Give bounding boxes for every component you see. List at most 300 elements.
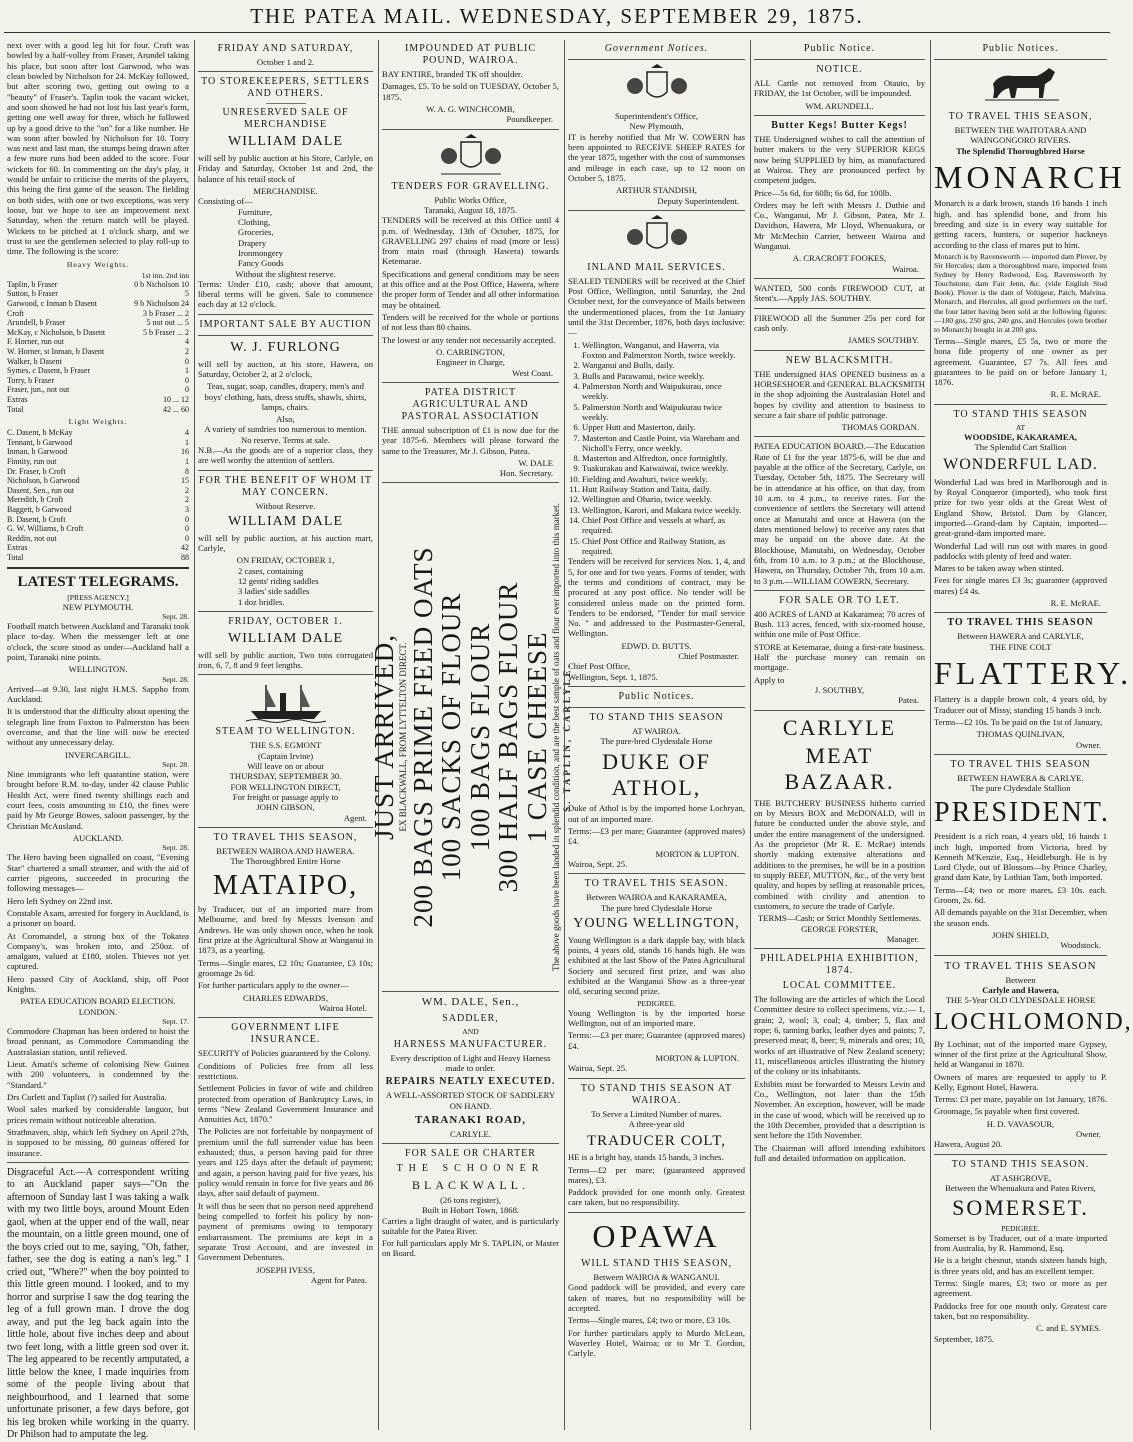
- lon-text-3: Drs Corlett and Taplist (?) sailed for Australia.: [7, 1091, 167, 1102]
- thursday: THURSDAY, SEPTEMBER 30.: [229, 771, 342, 782]
- wel-text-2: It is understood that the difficulty about opening the telegraph line from Foxton to Palmerston has been overcome, and that the line will now be erected without any unnecessary delay.: [7, 706, 189, 748]
- score-name: Walker, b Dasent: [7, 356, 62, 366]
- tons: (26 tons register),: [440, 1194, 501, 1205]
- divider: [382, 382, 559, 383]
- score-row: [7, 428, 189, 438]
- score-row: [7, 347, 189, 357]
- symes: C. and E. SYMES.: [1036, 1323, 1101, 1334]
- important-sale-heading: IMPORTANT SALE BY AUCTION: [199, 318, 372, 330]
- heavy-weights-title: Heavy Weights.: [66, 259, 130, 269]
- score-row: [7, 438, 189, 448]
- fl-between: Between HAWERA and CARLYLE,: [957, 631, 1084, 642]
- auck-text-5: Hero passed City of Auckland, ship, off Poor Knights.: [7, 973, 189, 995]
- so-at: AT ASHGROVE,: [990, 1172, 1051, 1183]
- george-forster: GEORGE FORSTER,: [801, 923, 878, 934]
- cpo: Chief Post Office,: [568, 661, 631, 672]
- saddle-item: 12 gents' riding saddles: [238, 576, 319, 587]
- carries: Carries a light draught of water, and is particularly suitable for the Patea River.: [382, 1215, 559, 1236]
- auck-text-2: Hero left Sydney on 22nd inst.: [7, 895, 113, 906]
- store: STORE at Ketemarae, doing a first-rate business. Half the purchase money can remain on mortgage.: [754, 641, 925, 673]
- firewood: FIREWOOD all the Summer 25s per cord for cash only.: [754, 312, 925, 333]
- for-sale-let: FOR SALE OR TO LET.: [779, 594, 900, 606]
- mataipo-apply: For further particulars apply to the owner—: [198, 980, 349, 991]
- score-name: Tennant, b Garwood: [7, 437, 73, 447]
- mail-route: 8. Masterton and Alfredton, once fortnightly.: [582, 453, 745, 463]
- traducer-colt: TRADUCER COLT,: [586, 1133, 726, 1150]
- public-notices-heading: Public Notices.: [618, 691, 695, 702]
- divider: [7, 1162, 189, 1163]
- athol-pure: The pure-bred Clydesdale Horse: [600, 736, 713, 747]
- athol-at: AT WAIROA.: [632, 726, 681, 736]
- wl-stand: TO STAND THIS SEASON: [953, 408, 1088, 420]
- divider: [754, 278, 925, 279]
- divider: [198, 1017, 373, 1018]
- score-value: 0: [185, 375, 189, 385]
- saddles-list: [198, 566, 373, 607]
- young-wellington: YOUNG WELLINGTON,: [573, 915, 740, 931]
- score-value: 9 b Nicholson 24: [134, 298, 189, 308]
- price: Price—5s 6d, for 60lb; 6s 6d, for 100lb.: [754, 187, 892, 198]
- lon-text-5: Strathnaven, ship, which left Sydney on April 27th, is supposed to be missing, 80 guineas offered for insurance.: [7, 1126, 189, 1158]
- cattle: ALL Cattle not removed from Otauto, by FRIDAY, the 1st October, will be impounded.: [754, 78, 925, 99]
- without-reserve-2: Without Reserve.: [255, 500, 316, 511]
- furlong-items: Teas, sugar, soap, candles, drapery, men's and boys' clothing, hats, dress stuffs, shawls, shirts, lamps, chairs.: [204, 381, 367, 412]
- score-row: [7, 534, 189, 544]
- score-value: 2: [185, 346, 189, 356]
- np-date: Sept. 28.: [162, 611, 189, 621]
- conditions: Conditions of Policies free from all less restrictions.: [198, 1060, 373, 1081]
- masthead: THE PATEA MAIL. WEDNESDAY, SEPTEMBER 29, 1875.: [250, 4, 864, 28]
- so-stand: TO STAND THIS SEASON.: [951, 1158, 1090, 1170]
- score-name: B. Dasent, b Croft: [7, 514, 66, 524]
- pr-sub: The pure Clydesdale Stallion: [970, 783, 1071, 794]
- furlong-name: W. J. FURLONG: [230, 339, 341, 355]
- score-name: Extras: [7, 543, 28, 553]
- merchandise-item: Fancy Goods: [238, 258, 284, 269]
- lon-text-4: Wool sales marked by considerable languor, but prices remain without noticeable alteration.: [7, 1104, 189, 1125]
- auck-text-3: Constable Axam, arrested for forgery in Auckland, is a prisoner on board.: [7, 907, 189, 929]
- column-5: [750, 40, 928, 1430]
- lo-places: Carlyle and Hawera,: [982, 985, 1059, 996]
- yw-terms: Terms:—£3 per mare; Guarantee (approved mares) £4.: [568, 1030, 745, 1051]
- royal-arms-icon: [431, 134, 511, 178]
- yw-between: Between WAIROA and KAKARAMEA,: [586, 892, 727, 903]
- score-row: [7, 280, 189, 290]
- pwo: Public Works Office,: [434, 194, 507, 205]
- opawa: OPAWA: [592, 1217, 721, 1254]
- divider: [568, 59, 745, 60]
- wairoa: Wairoa.: [892, 263, 919, 274]
- tenders-heading: TENDERS FOR GRAVELLING.: [391, 180, 550, 192]
- opawa-between: Between WAIROA & WANGANUI.: [593, 1272, 720, 1283]
- j-southby: J. SOUTHBY,: [814, 685, 865, 695]
- score-value: 3: [185, 504, 189, 514]
- score-name: Meredith, b Croft: [7, 495, 64, 505]
- chief-postmaster: Chief Postmaster.: [678, 651, 739, 662]
- opawa-will: WILL STAND THIS SEASON,: [580, 1258, 733, 1270]
- sealed: SEALED TENDERS will be received at the Chief Post Office, Wellington, until Saturday, the 2nd October next, for the conveyance of Mails between the undermentioned places, from the 1st January until the 31st December, 1876, both days inclusive:—: [568, 275, 745, 338]
- saddle-item: 1 doz bridles.: [238, 596, 285, 607]
- lo-travel: TO TRAVEL THIS SEASON: [944, 959, 1097, 972]
- lo-terms: Terms: £3 per mare, payable on 1st January, 1876.: [934, 1094, 1107, 1105]
- cheese-line: 1 CASE CHEESE: [520, 631, 551, 843]
- engineer: Engineer in Charge,: [436, 357, 505, 368]
- score-value: 88: [181, 552, 189, 562]
- mail-route: 15. Chief Post Office and Railway Station, as required.: [582, 536, 745, 557]
- score-value: 0: [185, 356, 189, 366]
- lon-text-1: Commodore Chapman has been ordered to hoist the broad pennant, as Commodore Commanding the Australasian station, until relieved.: [7, 1026, 189, 1057]
- divider: [568, 210, 745, 211]
- score-value: 15: [181, 476, 189, 486]
- wl-text: Wonderful Lad was bred in Marlborough and is by Royal Conqueror (imported), who took first prize for two year olds at the Great West of England Show, Bristol. Dam by Glancer, imported—Grand-dam by Captain, imported—great-grand-dam imported mare.: [934, 476, 1107, 539]
- score-name: Reddin, not out: [7, 533, 57, 543]
- divider: [198, 470, 373, 471]
- pr-terms: Terms—£4; two or more mares, £3 10s. each. Groom, 2s. 6d.: [934, 884, 1107, 906]
- and: AND: [462, 1026, 479, 1036]
- np-text: Football match between Auckland and Taranaki took place to-day. When the messenger left at one o'clock, the score stood as under—Auckland half a point, Taranaki nine points.: [7, 621, 189, 662]
- auck-text-4: At Coromandel, a strong box of the Tokatea Company's, was broken into, and 250oz. of amalgam, valued at £180, stolen. Thieves not yet captured.: [7, 930, 189, 972]
- agent: Agent.: [343, 812, 367, 823]
- also: Also,: [276, 414, 295, 425]
- np-heading: NEW PLYMOUTH.: [62, 601, 134, 612]
- wel-date: Sept. 28.: [162, 674, 189, 684]
- inv-heading: INVERCARGILL.: [65, 749, 131, 760]
- score-value: 42: [181, 543, 189, 553]
- divider: [198, 827, 373, 828]
- carlyle: CARLYLE.: [450, 1129, 491, 1140]
- score-value: 8: [185, 466, 189, 476]
- dale3-text: will sell by public auction, Two tons corrugated iron, 6, 7, 8 and 9 feet lengths.: [198, 649, 373, 671]
- wel-heading: WELLINGTON.: [68, 664, 128, 675]
- philadelphia: PHILADELPHIA EXHIBITION, 1874.: [760, 953, 919, 977]
- flattery: FLATTERY.: [934, 655, 1133, 692]
- yw-text: Young Wellington is a dark dapple bay, with black points, 4 years old, stands 16 hands high. He was exhibited at the last Show of the Patea Agricultural Society and secured first prize, and was also exhibited at the Wanganui Show as a three-year old, securing second prize.: [568, 934, 745, 997]
- notified: IT is hereby notified that Mr W. COWERN has been appointed to RECEIVE SHEEP RATES for the year 1875, together with the cost of summonses and mileage in each case, up to 12 noon on October 5, 1875.: [568, 131, 745, 183]
- deputy: Deputy Superintendent.: [657, 195, 739, 206]
- score-row: [7, 505, 189, 515]
- sale-date-sub: October 1 and 2.: [256, 57, 315, 67]
- mail-route: 6. Upper Hutt and Masterton, daily.: [582, 422, 745, 432]
- without-reserve: Without the slightest reserve.: [235, 268, 336, 279]
- lo-groom: Groomage, 5s payable when first covered.: [934, 1106, 1080, 1117]
- james-southby: JAMES SOUTHBY.: [848, 335, 919, 346]
- sale-charter: FOR SALE OR CHARTER: [405, 1148, 536, 1160]
- consisting: Consisting of—: [198, 196, 253, 207]
- mail-route: 4. Palmerston North and Waipukurau, once weekly.: [582, 381, 745, 402]
- divider: [568, 707, 745, 708]
- so-date: September, 1875.: [934, 1333, 995, 1344]
- score-value: 5 not out ... 5: [146, 318, 189, 328]
- friday-heading: FRIDAY, OCTOBER 1.: [228, 616, 343, 628]
- woodstock: Woodstock.: [1060, 940, 1101, 951]
- divider: [754, 115, 925, 116]
- saddle-item: 3 ladies' side saddles: [238, 586, 310, 597]
- lo-owner: Owner.: [1075, 1129, 1101, 1140]
- score-row: [7, 309, 189, 319]
- monarch-ped: Monarch is by Ravensworth — imported dam Plover, by Sir Hercules; dam a thoroughbred mare, imported from Sydney by Henry Redwood, Esq. Ravensworth by Touchstone, dam Fair Jenn, &c. (vide English Stud Book). Plover is the dam of Voltigeur, Patch, Malvina. Monarch, and Hercules, all good performers on the turf, the four latter having been sold at the following figures:—180 gns, 250 gns, 240 gns, and Hercules (own brother to Monarch) bought in at 200 gns.: [934, 251, 1107, 334]
- divider: [568, 1212, 745, 1213]
- opawa-apply: For further particulars apply to Murdo McLean, Waverley Hotel, Wairoa; or to Mr T. Gordon, Carlyle.: [568, 1327, 745, 1359]
- divider: [934, 955, 1107, 956]
- also-2: A variety of sundries too numerous to mention.: [204, 424, 367, 435]
- score-name: Arundell, b Fraser: [7, 318, 66, 328]
- bags-line: 100 BAGS FLOUR: [464, 623, 495, 852]
- morton-lupton-2: MORTON & LUPTON.: [655, 1052, 739, 1063]
- butts: EDWD. D. BUTTS.: [621, 640, 692, 651]
- president: PRESIDENT.: [934, 796, 1110, 828]
- john-shield: JOHN SHIELD,: [992, 930, 1049, 941]
- orders: Orders may be left with Messrs J. Duthie and Co., Wanganui, Mr J. Gibson, Patea, Mr J. Davidson, Hawera, Mr Lloyd, Whenuakura, or Mr McMechin Carrier, between Wairoa and Wanganui.: [754, 199, 925, 252]
- merchandise-list: [198, 207, 373, 269]
- monarch-travel: TO TRAVEL THIS SEASON,: [948, 111, 1093, 122]
- royal-arms-icon: [617, 215, 697, 259]
- merchandise-item: Ironmongery: [238, 247, 283, 258]
- thomas-gordan: THOMAS GORDAN.: [841, 422, 919, 433]
- mail-route: 3. Bulls and Parawanui, twice weekly.: [582, 371, 745, 381]
- tender-text: TENDERS will be received at this Office until 4 p.m. of Wednesday, 13th of October, 1875, for GRAVELLING 297 chains of road (more or less) from main road (through Hawera) towards Ketemarae.: [382, 215, 559, 267]
- traducer-serve: To Serve a Limited Number of mares.: [591, 1108, 722, 1119]
- press-agency: [PRESS AGENCY.]: [67, 592, 129, 602]
- arundell: WM. ARUNDELL.: [805, 100, 874, 111]
- security: SECURITY of Policies guaranteed by the Colony.: [198, 1048, 371, 1059]
- yw-ped: Young Wellington is by the imported horse Wellington, out of an imported mare.: [568, 1007, 745, 1028]
- auck-heading: AUCKLAND.: [72, 832, 124, 843]
- steam-heading: STEAM TO WELLINGTON.: [215, 726, 356, 738]
- score-name: G. W. Williams, b Croft: [7, 524, 84, 534]
- divider: [198, 71, 373, 72]
- masthead-rule: [4, 32, 1110, 33]
- divider: [754, 436, 925, 437]
- mail-route: 5. Palmerston North and Waipukurau twice weekly.: [582, 402, 745, 423]
- score-row: [7, 467, 189, 477]
- wellington-date: Wellington, Sept. 1, 1875.: [568, 671, 658, 682]
- mail-route: 1. Wellington, Wanganui, and Hawera, via Foxton and Palmerston North, twice weekly.: [582, 340, 745, 361]
- traducer-heading: TO STAND THIS SEASON AT WAIROA.: [580, 1082, 733, 1106]
- mataipo-text: by Traducer, out of an imported mare from Melbourne, and bred by Messrs Ivenson and Andrews. He was only shown once, when he took first prize at the Agricultural Show at Wanganui in 1873, as a yearling.: [198, 904, 373, 956]
- lon-heading: LONDON.: [78, 1006, 118, 1017]
- acres: 400 ACRES of LAND at Kakaramea; 70 acres of Bush. 113 acres, fenced, with six-roomed house, within one mile of Post Office.: [754, 608, 925, 640]
- heavy-weights-table: [7, 280, 189, 414]
- athol-text: Duke of Athol is by the imported horse Lochryan, out of an imported mare.: [568, 803, 745, 824]
- carrington: O. CARRINGTON,: [436, 346, 505, 357]
- score-row: [7, 553, 189, 563]
- carlyle-heading: CARLYLE: [782, 714, 897, 740]
- fl-text: Flattery is a dapple brown colt, 4 years old, by Traducer out of Missy, standing 15 hands 3 inch.: [934, 694, 1107, 715]
- blacksmith-text: THE undersigned HAS OPENED business as a HORSESHOER and GENERAL BLACKSMITH in the shop adjoining the Australasian Hotel and hopes by civility and attention to business to secure a fair share of public patronage.: [754, 368, 925, 420]
- monarch-text: Monarch is a dark brown, stands 16 hands 1 inch high, and has splendid bone, and from his breeding and size is in every way suitable for getting racers, hunters, or superior hackneys according to the class of mares put to him.: [934, 198, 1107, 250]
- mail-route: 7. Masterton and Castle Point, via Wareham and Nicholl's Ferry, once weekly.: [582, 433, 745, 454]
- score-name: Fraser, jun., not out: [7, 385, 70, 395]
- heavy-weights-head: 1st inn. 2nd inn: [141, 270, 189, 280]
- traducer-terms: Terms—£2 per mare; (guaranteed approved mares), £3.: [568, 1164, 745, 1185]
- lon-text-2: Lieut. Amati's scheme of colonising New Guinea with 200 volunteers, is condemned by the "Standard.": [7, 1059, 189, 1090]
- mail-route: 14. Chief Post Office and vessels at wharf, as required.: [582, 515, 745, 536]
- west-coast: West Coast.: [512, 367, 553, 378]
- so-text: Somerset is by Traducer, out of a mare imported from Australia, by R. Hammond, Esq.: [934, 1232, 1107, 1254]
- gov-insurance-heading: GOVERNMENT LIFE INSURANCE.: [231, 1022, 340, 1046]
- monarch-between: BETWEEN THE WAITOTARA AND WAINGONGORO RIVERS.: [954, 125, 1087, 146]
- schooner: THE SCHOONER: [396, 1163, 545, 1175]
- score-row: [7, 395, 189, 405]
- score-row: [7, 299, 189, 309]
- wl-fees: Fees for single mares £3 3s; guarantee (approved mares) £4 4s.: [934, 575, 1107, 596]
- mataipo: MATAIPO,: [212, 869, 359, 901]
- divider: [754, 59, 925, 60]
- score-row: [7, 457, 189, 467]
- score-name: F. Horner, run out: [7, 337, 65, 347]
- oats-line: 200 BAGS PRIME FEED OATS: [407, 546, 438, 928]
- policies: The Policies are not forfeitable by nonpayment of premium until the full surrender value has been exhausted; thus, a person having paid for three years and 125 days after the default of payment; and again, a person having paid for five years, his policy would remain in force for five years and 86 days, after said default of payment.: [198, 1126, 373, 1199]
- divider: [934, 404, 1107, 405]
- score-value: 5 b Fraser ... 2: [143, 327, 189, 337]
- traducer-age: A three-year old: [628, 1118, 685, 1129]
- score-row: [7, 318, 189, 328]
- divider: [568, 873, 745, 874]
- separator: [266, 103, 306, 104]
- divider: [7, 567, 189, 569]
- morton-lupton: MORTON & LUPTON.: [655, 848, 739, 859]
- lo-text: By Lochinar, out of the imported mare Gypsey, winner of the first prize at the Agricultural Show, held at Wanganui in 1870.: [934, 1038, 1107, 1070]
- divider: [198, 611, 373, 612]
- column-1: [4, 40, 192, 1441]
- repairs: REPAIRS NEATLY EXECUTED.: [385, 1076, 556, 1088]
- saddle-item: 2 cases, containing: [238, 565, 304, 576]
- column-2: [194, 40, 376, 1430]
- edu-election-heading: PATEA EDUCATION BOARD ELECTION.: [20, 996, 176, 1007]
- exhibits: Exhibits must be forwarded to Messrs Levin and Co., Wellington, not later than the 15th November. An exception, however, will be made in the case of wood, which will be received up to the 10th December, provided that a description is sent before the 15th November.: [754, 1078, 925, 1141]
- score-row: [7, 357, 189, 367]
- mail-route: 2. Wanganui and Bulls, daily.: [582, 360, 745, 370]
- sale-terms: Terms: Under £10, cash; above that amount, liberal terms will be given. Sale to commence each day at 12 o'clock.: [198, 278, 373, 310]
- unreserved-sale-heading: UNRESERVED SALE OF MERCHANDISE: [222, 107, 349, 131]
- merchandise-item: Drapery: [238, 237, 267, 248]
- divider: [198, 314, 373, 315]
- inv-text: Nine immigrants who left quarantine station, were brought before R.M. to-day, under 42 clause Public Health Act, were fined twenty shillings each and court fees, costs amounting to £10, the fines were paid by Mr George Bowes, saloon passenger, by the Christian McAusland.: [7, 769, 189, 831]
- pr-demands: All demands payable on the 31st December, when the season ends.: [934, 907, 1107, 928]
- score-value: 1: [185, 456, 189, 466]
- score-name: Croft: [7, 308, 24, 318]
- wl-where: WOODSIDE, KAKARAMEA,: [964, 431, 1077, 442]
- monarch-terms: Terms—Single mares, £5 5s, two or more the bona fide property of one owner as per agreement. Guarantee, £7 7s. All fees and guarantees to be paid on or before January 1, 1876.: [934, 335, 1107, 388]
- horse-icon: [971, 64, 1071, 108]
- wonderful-lad: WONDERFUL LAD.: [943, 456, 1098, 474]
- built: Built in Hobart Town, 1868.: [421, 1205, 520, 1216]
- spec: Specifications and general conditions may be seen at this office and at the Post Office, Hawera, where the proper form of Tender and all other information may be obtained.: [382, 268, 559, 310]
- score-name: Torry, b Fraser: [7, 375, 55, 385]
- auck-text-1: The Hero having been signalled on coast, "Evening Star" chartered a small steamer, and with the aid of carrier pigeons, succeeded in procuring the following messages—: [7, 852, 189, 894]
- score-name: McKay, c Nicholson, b Dasent: [7, 327, 106, 337]
- butter-kegs: Butter Kegs! Butter Kegs!: [771, 119, 908, 131]
- phila-text: The following are the articles of which the Local Committee desire to collect specimens, viz.:— 1, grain; 2, wool; 3, coal; 4, timber; 5, flax and rope; 6, tanning barks, leather dyes and paints; 7, preserved meat; 8, beer; 9, minerals and ores; 10, works of art illustrative of New Zealand scenery; 11, miscellaneous articles illustrating the history of the colony or its inhabitants.: [754, 994, 925, 1077]
- score-value: 10 ... 12: [163, 394, 189, 404]
- divider: [934, 754, 1107, 755]
- william-dale-name-2: WILLIAM DALE: [227, 514, 344, 530]
- score-value: 42 ... 60: [163, 404, 189, 414]
- portions: Tenders will be received for the whole or portions of not less than 80 chains.: [382, 312, 559, 333]
- so-pedigree: PEDIGREE.: [1001, 1223, 1040, 1233]
- lo-between: Between: [1005, 974, 1036, 985]
- score-row: [7, 337, 189, 347]
- bay-entire: BAY ENTIRE, branded TK off shoulder.: [382, 69, 523, 79]
- royal-arms-icon: [617, 64, 697, 108]
- damages: Damages, £5. To be sold on TUESDAY, October 5, 1875.: [382, 81, 559, 102]
- notice: NOTICE.: [816, 64, 863, 75]
- score-row: [7, 543, 189, 553]
- butter-text: THE Undersigned wishes to call the attention of butter makers to the very SUPERIOR KEGS now being SUPPLIED by him, as manufactured at Wairoa. They are pronounced perfect by competent judges.: [754, 133, 925, 186]
- score-value: 0: [185, 385, 189, 395]
- patea: Patea.: [898, 695, 919, 706]
- agri-text: THE annual subscription of £1 is now due for the year 1875-6. Members will please forward the same to the Treasurer, Mr J. Gibson, Patea.: [382, 424, 559, 456]
- steamship-icon: [246, 679, 326, 723]
- joseph-ivess: JOSEPH IVESS,: [256, 1264, 315, 1275]
- seen: It will thus be seen that no person need apprehend being compelled to forfeit his policy by non-payment of premiums owing to temporary embarrassment. The premiums are kept in a separate Trust Account, and are invested in Government Debentures.: [198, 1200, 373, 1263]
- light-weights-table: [7, 428, 189, 562]
- divider: [754, 948, 925, 949]
- cash-terms: TERMS—Cash; or Strict Monthly Settlements.: [757, 913, 922, 924]
- wl-at: AT: [1015, 422, 1026, 432]
- athol-stand: TO STAND THIS SEASON: [589, 712, 724, 723]
- wairoa-sept: Wairoa, Sept. 25.: [568, 858, 628, 869]
- score-row: [7, 524, 189, 534]
- public-notice-heading: Public Notice.: [803, 43, 876, 54]
- score-value: 2: [185, 495, 189, 505]
- score-name: Inman, b Garwood: [7, 447, 68, 457]
- lochlomond: LOCHLOMOND,: [934, 1008, 1133, 1035]
- freight: For freight or passage apply to: [232, 792, 339, 802]
- score-row: [7, 366, 189, 376]
- divider: [934, 612, 1107, 613]
- sacks-line: 100 SACKS OF FLOUR: [435, 593, 466, 882]
- column-4: [564, 40, 748, 1430]
- sale-date-heading: FRIDAY AND SATURDAY,: [217, 43, 354, 54]
- wairoa-sept-2: Wairoa, Sept. 25.: [568, 1063, 628, 1074]
- telegrams-heading: LATEST TELEGRAMS.: [17, 573, 179, 590]
- score-value: 3 b Fraser ... 2: [143, 308, 189, 318]
- column-3: [368, 40, 571, 1430]
- john-gibson: JOHN GIBSON,: [256, 802, 315, 813]
- wl-sub: The Splendid Cart Stallion: [974, 442, 1067, 453]
- mail-route: 10. Fielding and Awahuri, twice weekly.: [582, 474, 745, 484]
- score-name: Symes, c Dasent, b Fraser: [7, 366, 91, 376]
- fl-travel: TO TRAVEL THIS SEASON: [947, 617, 1094, 629]
- dale-sale-text: will sell by public auction at his Store, Carlyle, on Friday and Saturday, October 1st and 2nd, the balance of his retail stock of: [198, 153, 373, 184]
- lowest: The lowest or any tender not necessarily accepted.: [382, 334, 556, 345]
- half-bags-line: 300 HALF BAGS FLOUR: [492, 582, 523, 893]
- captain: (Captain Irvine): [257, 750, 314, 761]
- taranaki-date: Taranaki, August 18, 1875.: [424, 204, 517, 215]
- every-desc: Every description of Light and Heavy Harness made to order.: [390, 1052, 551, 1074]
- pr-text: President is a rich roan, 4 years old, 16 hands 1 inch high, imported from Victoria, bred by Kenneth M'Kenzie, Esq., Heidleburgh. He is by Lord Clyde, out of Blossom—by Prince Charley, grand dam Kate, by Lothian Tam, both imported.: [934, 831, 1107, 883]
- nb-note: N.B.—As the goods are of a superior class, they are well worthy the attention of settlers.: [198, 445, 373, 466]
- pr-between: BETWEEN HAWERA & CARLYE.: [957, 773, 1084, 783]
- score-row: [7, 405, 189, 415]
- inland-mail-heading: INLAND MAIL SERVICES.: [587, 261, 726, 273]
- score-row: [7, 486, 189, 496]
- pedigree: PEDIGREE.: [637, 998, 676, 1008]
- ivess-role: Agent for Patea.: [310, 1274, 367, 1285]
- score-value: 4: [185, 428, 189, 438]
- paddock: Paddock provided for one month only. Greatest care taken, but no responsibility.: [568, 1187, 745, 1208]
- quinlivan: THOMAS QUINLIVAN,: [976, 729, 1065, 740]
- athol-terms: Terms:—£3 per mare; Guarantee (approved mares) £4.: [568, 826, 745, 847]
- no-reserve: No reserve. Terms at sale.: [241, 434, 330, 445]
- score-row: [7, 289, 189, 299]
- yw-travel: TO TRAVEL THIS SEASON.: [584, 878, 729, 890]
- mail-route: 11. Hutt Railway Station and Taita, daily.: [582, 484, 745, 494]
- score-name: Dr. Fraser, b Croft: [7, 466, 66, 476]
- fl-terms: Terms—£2 10s. To be paid on the 1st of January,: [934, 717, 1103, 728]
- score-name: Nicholson, b Garwood: [7, 476, 80, 486]
